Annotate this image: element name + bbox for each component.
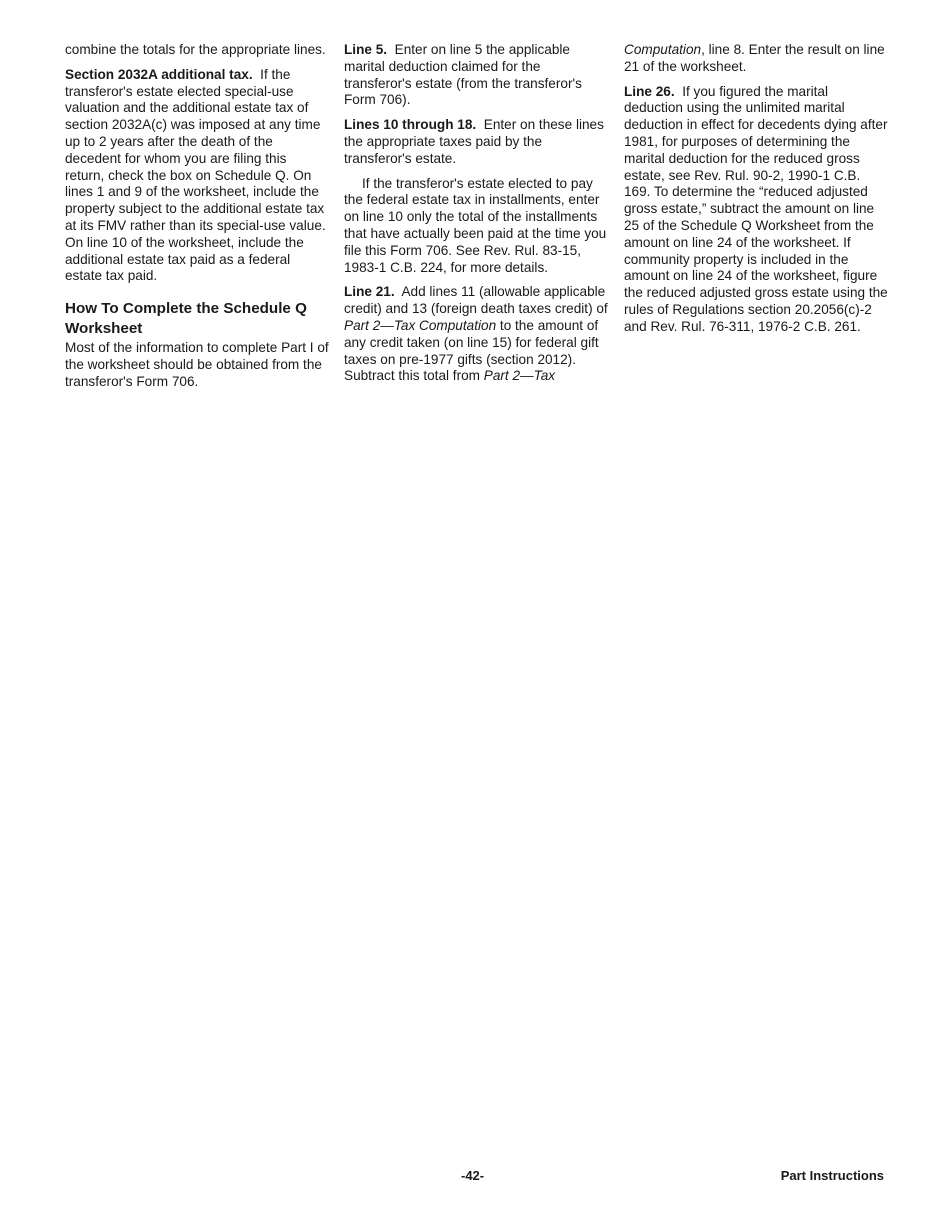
paragraph-heading: Line 21. [344, 284, 395, 300]
paragraph-line-21: Line 21. Add lines 11 (allowable applicable credit) and 13 (foreign death taxes credit) of Part 2—Tax Computation to the amount of any credit taken (on line 15) for federal gift taxes on pre-1977 gifts (section 2012). Subtract this total from Part 2—Tax [344, 284, 608, 384]
paragraph-line-5: Line 5. Enter on line 5 the applicable marital deduction claimed for the transferor's estate (from the transferor's Form 706). [344, 42, 582, 108]
text-column-1 [65, 42, 329, 399]
paragraph-heading: Lines 10 through 18. [344, 117, 477, 133]
paragraph-continuation: combine the totals for the appropriate lines. [65, 42, 326, 57]
paragraph-worksheet-intro: Most of the information to complete Part I of the worksheet should be obtained from the transferor's Form 706. [65, 340, 329, 389]
paragraph-heading: Section 2032A additional tax. [65, 66, 253, 82]
paragraph-heading: Line 26. [624, 83, 675, 99]
paragraph-line-21-continued: Computation, line 8. Enter the result on line 21 of the worksheet. [624, 42, 885, 74]
paragraph-installments: If the transferor's estate elected to pay the federal estate tax in installments, enter on line 10 only the total of the installments that have actually been paid at the time you file this Form 706. See Rev. Rul. 83-15, 1983-1 C.B. 224, for more details. [344, 175, 607, 275]
text-column-2 [344, 42, 608, 393]
paragraph-lines-10-18: Lines 10 through 18. Enter on these lines the appropriate taxes paid by the transferor's estate. [344, 117, 604, 166]
text-column-3 [624, 42, 888, 344]
paragraph-section-2032a: Section 2032A additional tax. If the transferor's estate elected special-use valuation and the additional estate tax of section 2032A(c) was imposed at any time up to 2 years after the death of the decedent for whom you are filing this return, check the box on Schedule Q. On lines 1 and 9 of the worksheet, include the property subject to the additional estate tax at its FMV rather than its special-use value. On line 10 of the worksheet, include the additional estate tax paid as a federal estate tax paid. [65, 66, 326, 284]
paragraph-line-26: Line 26. If you figured the marital deduction using the unlimited marital deduction in effect for decedents dying after 1981, for purposes of determining the marital deduction for the reduced gross estate, see Rev. Rul. 90-2, 1990-1 C.B. 169. To determine the “reduced adjusted gross estate,” subtract the amount on line 25 of the Schedule Q Worksheet from the amount on line 24 of the worksheet. If community property is included in the amount on line 24 of the worksheet, figure the reduced adjusted gross estate using the rules of Regulations section 20.2056(c)-2 and Rev. Rul. 76-311, 1976-2 C.B. 261. [624, 83, 888, 334]
section-heading: How To Complete the Schedule Q Worksheet [65, 300, 307, 337]
footer-section-label: Part Instructions [780, 1168, 884, 1183]
page-number: -42- [461, 1168, 485, 1183]
paragraph-heading: Line 5. [344, 42, 388, 57]
